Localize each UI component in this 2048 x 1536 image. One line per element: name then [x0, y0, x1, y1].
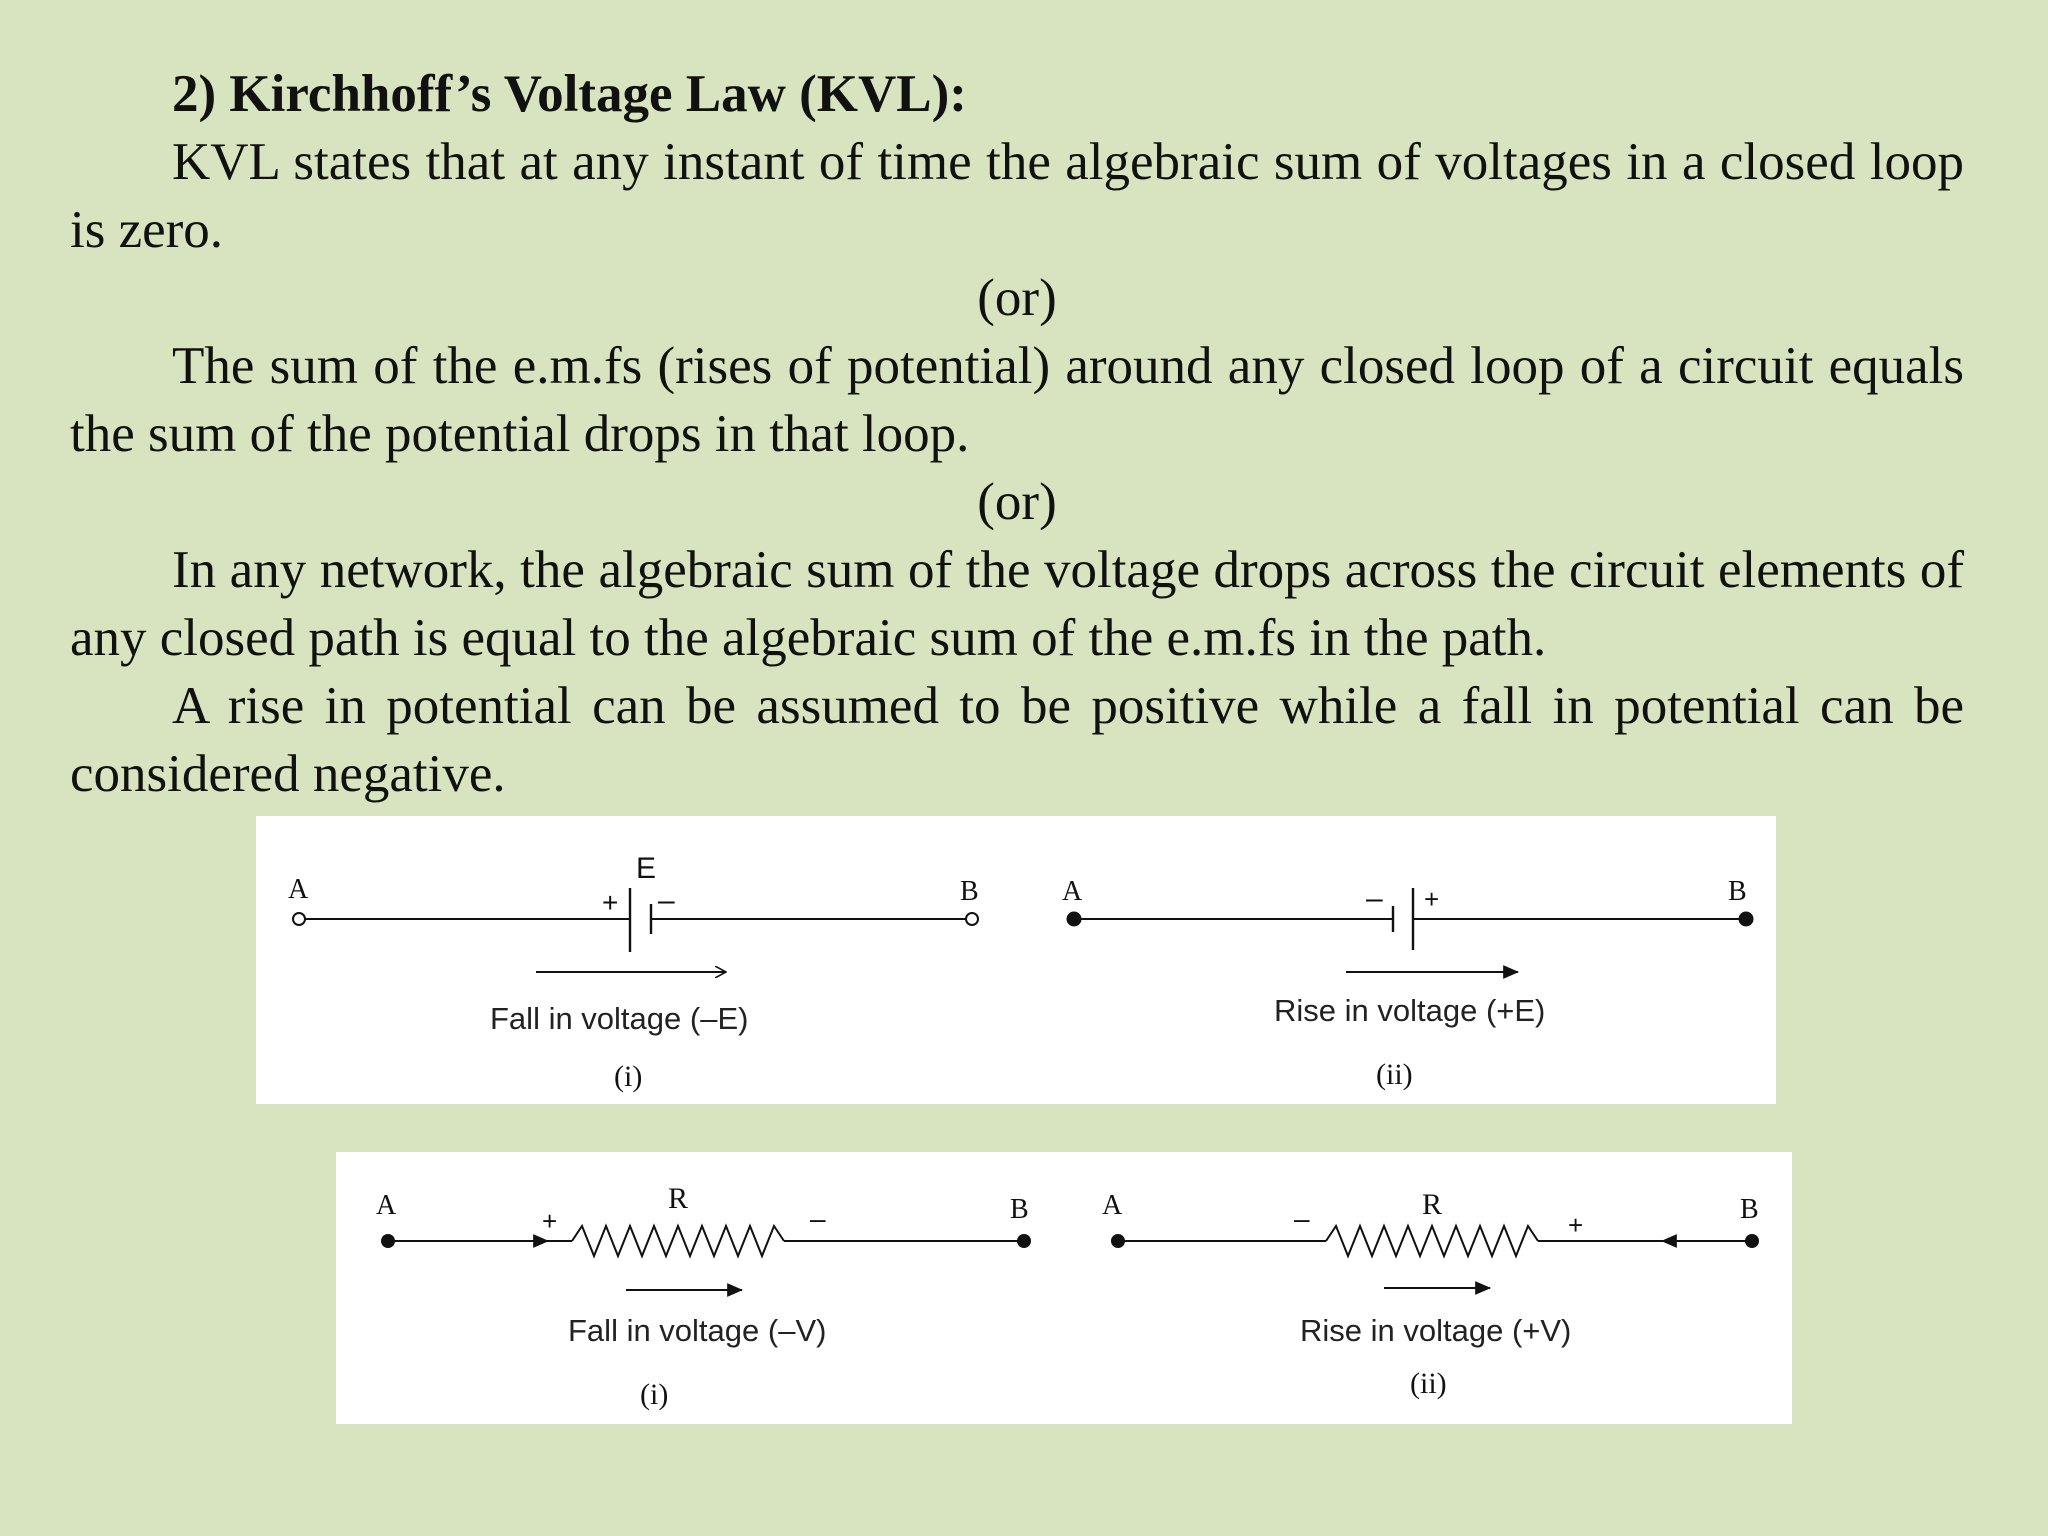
battery-diagram-fall — [288, 852, 979, 1093]
diagram-number: (i) — [614, 1060, 643, 1093]
node-a-terminal — [293, 913, 305, 925]
node-a-label: A — [1062, 876, 1083, 907]
paragraph-network: In any network, the algebraic sum of the voltage drops across the circuit elements of any closed path is equal to the algebraic sum of the e.m.fs in the path. — [70, 541, 1964, 667]
resistor-zigzag — [572, 1226, 784, 1256]
node-b-label: B — [1010, 1194, 1029, 1225]
paragraph-emf-sum: The sum of the e.m.fs (rises of potential) around any closed loop of a circuit equals the sum of the potential drops in that loop. — [70, 337, 1964, 463]
node-b-terminal — [1739, 912, 1754, 927]
fall-voltage-caption: Fall in voltage (–V) — [568, 1313, 827, 1348]
emf-label: E — [636, 852, 657, 885]
node-b-label: B — [1740, 1194, 1759, 1225]
minus-sign: – — [810, 1203, 826, 1234]
resistor-diagram-fall — [376, 1182, 1031, 1411]
rise-voltage-caption: Rise in voltage (+E) — [1274, 993, 1546, 1028]
plus-sign: + — [1424, 884, 1440, 914]
resistor-figure-panel — [336, 1152, 1792, 1424]
node-b-label: B — [960, 876, 979, 907]
kvl-text-block — [70, 60, 1964, 808]
paragraph-definition: KVL states that at any instant of time the algebraic sum of voltages in a closed loop is zero. — [70, 133, 1964, 259]
node-a-label: A — [1102, 1190, 1123, 1221]
plus-sign: + — [1568, 1210, 1584, 1240]
node-a-label: A — [288, 874, 309, 905]
battery-figure-svg — [256, 816, 1776, 1104]
node-b-terminal — [1745, 1234, 1759, 1248]
resistor-diagram-rise — [1102, 1188, 1759, 1400]
plus-sign: + — [602, 887, 619, 918]
minus-sign: – — [1294, 1203, 1310, 1234]
minus-sign: – — [658, 884, 675, 917]
resistor-figure-svg — [336, 1152, 1792, 1424]
plus-sign: + — [542, 1206, 558, 1236]
resistor-label: R — [668, 1182, 689, 1215]
battery-figure-panel — [256, 816, 1776, 1104]
section-heading: 2) Kirchhoff’s Voltage Law (KVL): — [172, 65, 967, 123]
battery-diagram-rise — [1062, 876, 1754, 1091]
resistor-zigzag — [1326, 1226, 1538, 1256]
resistor-label: R — [1422, 1188, 1443, 1221]
or-separator-1: (or) — [977, 269, 1057, 327]
node-b-terminal — [966, 913, 978, 925]
node-b-label: B — [1728, 876, 1747, 907]
or-separator-2: (or) — [977, 473, 1057, 531]
fall-voltage-caption: Fall in voltage (–E) — [490, 1001, 749, 1036]
rise-voltage-caption: Rise in voltage (+V) — [1300, 1313, 1572, 1348]
paragraph-sign-convention: A rise in potential can be assumed to be positive while a fall in potential can be considered negative. — [70, 677, 1964, 803]
node-b-terminal — [1017, 1234, 1031, 1248]
diagram-number: (ii) — [1376, 1058, 1413, 1091]
diagram-number: (i) — [640, 1378, 669, 1411]
diagram-number: (ii) — [1410, 1367, 1447, 1400]
node-a-label: A — [376, 1190, 397, 1221]
minus-sign: – — [1366, 882, 1383, 915]
